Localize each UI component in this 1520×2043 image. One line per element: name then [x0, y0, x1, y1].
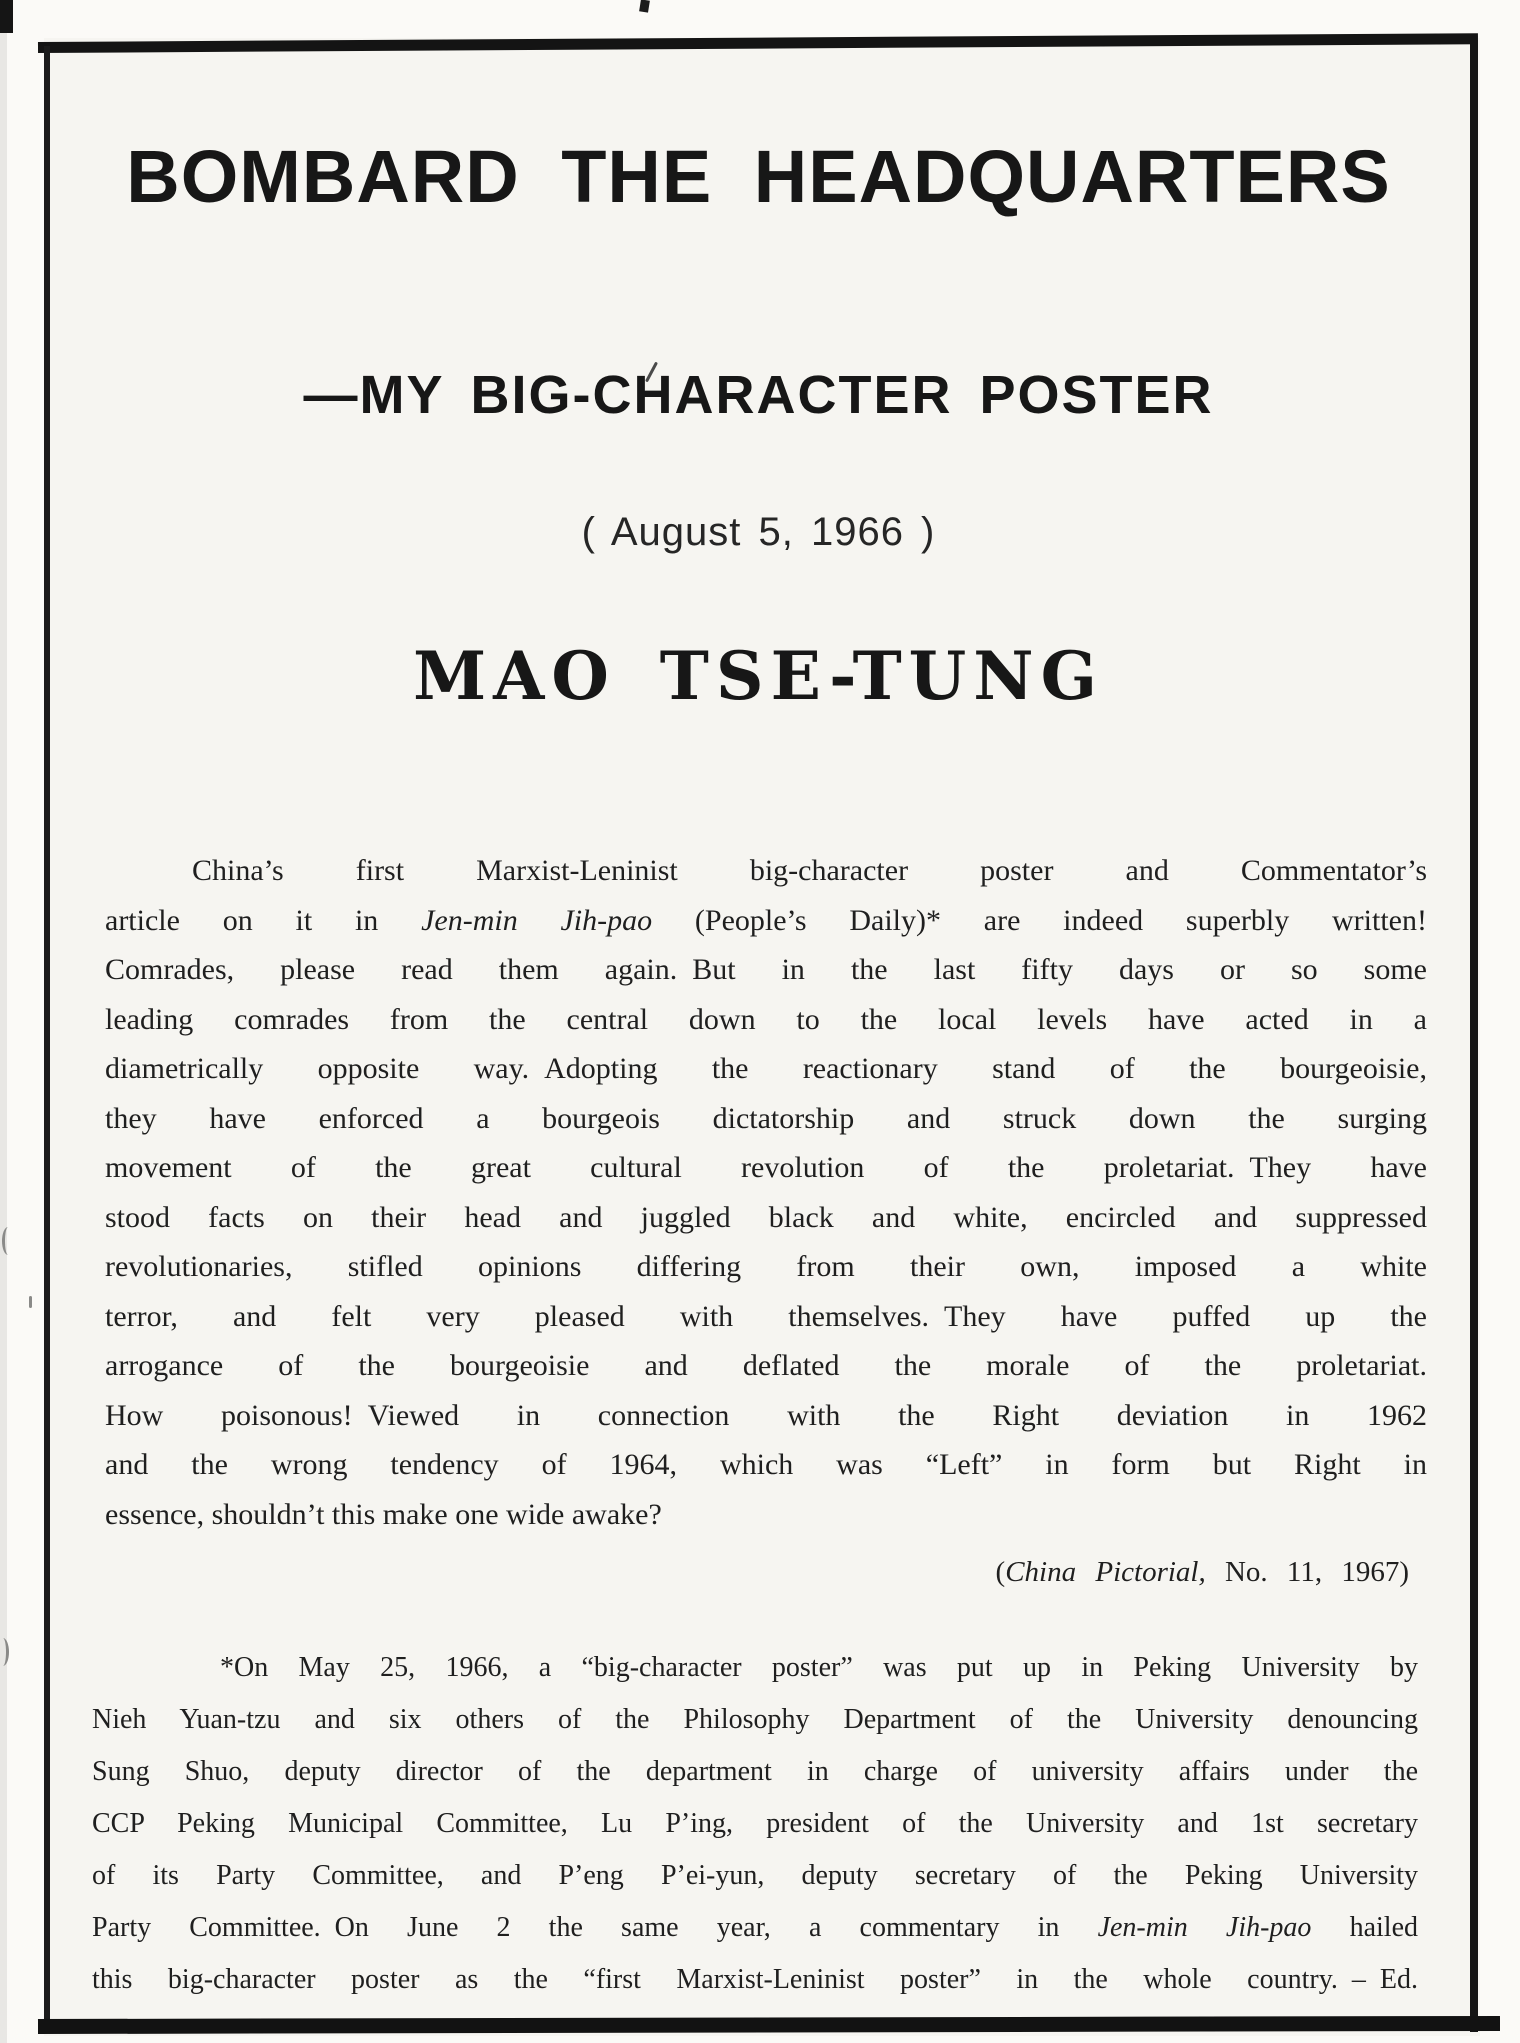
scan-artifact-apostrophe: [29, 1296, 32, 1308]
text-segment: revolutionaries, stifled opinions differing from their own, imposed a white: [105, 1250, 1427, 1283]
body-text-line: [105, 1292, 1427, 1342]
italic-text-segment: Jen-min Jih-pao: [421, 903, 653, 937]
body-text-line: [105, 1391, 1427, 1441]
paper-margin-bottom: [0, 2036, 1520, 2043]
text-segment: (: [995, 1556, 1006, 1588]
text-segment: this big-character poster as the “first Marxist-Leninist poster” in the whole country. – Ed.: [92, 1964, 1418, 1995]
italic-text-segment: China Pictorial,: [1005, 1556, 1206, 1588]
text-segment: Comrades, please read them again. But in the last fifty days or so some: [105, 953, 1427, 986]
text-segment: essence, shouldn’t this make one wide awake?: [105, 1497, 662, 1531]
footnote-text-line: [92, 1642, 1418, 1694]
text-segment: No. 11, 1967): [1205, 1556, 1409, 1588]
body-text-line: [105, 1490, 1427, 1540]
source-attribution: [105, 1556, 1427, 1589]
text-segment: of its Party Committee, and P’eng P’ei-yun, deputy secretary of the Peking University: [92, 1860, 1418, 1891]
frame-border-bottom: [38, 2016, 1500, 2034]
document-title: BOMBARD THE HEADQUARTERS: [126, 135, 1391, 218]
footnote-text-line: [92, 1694, 1418, 1746]
date-line: ( August 5, 1966 ): [581, 510, 936, 554]
text-segment: movement of the great cultural revolution of the proletariat. They have: [105, 1151, 1427, 1184]
text-segment: Party Committee. On June 2 the same year, a commentary in: [92, 1912, 1098, 1943]
footnote-text-line: [92, 1902, 1418, 1954]
body-text-line: [105, 1044, 1427, 1094]
frame-border-right: [1470, 40, 1478, 2032]
text-segment: arrogance of the bourgeoisie and deflated the morale of the proletariat.: [105, 1349, 1427, 1382]
text-segment: and the wrong tendency of 1964, which was “Left” in form but Right in: [105, 1448, 1427, 1481]
body-text-line: [105, 1440, 1427, 1490]
text-segment: China’s first Marxist-Leninist big-character poster and Commentator’s: [192, 854, 1427, 887]
body-text-line: [105, 945, 1427, 995]
paper-margin-top: [0, 0, 1520, 38]
text-segment: *On May 25, 1966, a “big-character poster” was put up in Peking University by: [220, 1652, 1418, 1683]
text-segment: leading comrades from the central down to the local levels have acted in a: [105, 1002, 1427, 1036]
footnote-text-line: [92, 1850, 1418, 1902]
body-text-line: [105, 1242, 1427, 1292]
text-segment: Nieh Yuan-tzu and six others of the Philosophy Department of the University denouncing: [92, 1704, 1418, 1735]
footnote-text-line: [92, 1798, 1418, 1850]
body-text-line: [105, 846, 1427, 896]
text-segment: terror, and felt very pleased with themselves. They have puffed up the: [105, 1299, 1427, 1333]
text-segment: diametrically opposite way. Adopting the reactionary stand of the bourgeoisie,: [105, 1052, 1427, 1085]
frame-border-left: [44, 46, 50, 2032]
text-segment: (People’s Daily)* are indeed superbly written!: [652, 903, 1427, 937]
text-segment: How poisonous! Viewed in connection with the Right deviation in 1962: [105, 1398, 1427, 1432]
text-segment: CCP Peking Municipal Committee, Lu P’ing, president of the University and 1st secretary: [92, 1808, 1418, 1839]
text-segment: article on it in: [105, 903, 422, 937]
text-segment: stood facts on their head and juggled black and white, encircled and suppressed: [105, 1200, 1427, 1234]
body-text-line: [105, 1143, 1427, 1193]
body-text-line: [105, 1341, 1427, 1391]
scan-artifact-corner: [0, 0, 13, 33]
body-text-line: [105, 896, 1427, 946]
italic-text-segment: Jen-min Jih-pao: [1097, 1912, 1312, 1943]
article-body: [105, 846, 1427, 1539]
editor-footnote: [92, 1642, 1418, 2006]
paper-margin-right: [1480, 0, 1520, 2043]
scan-artifact-tick: [639, 0, 650, 13]
body-text-line: [105, 1094, 1427, 1144]
text-segment: Sung Shuo, deputy director of the department in charge of university affairs under the: [92, 1756, 1418, 1787]
body-text-line: [105, 1193, 1427, 1243]
footnote-text-line: [92, 1746, 1418, 1798]
footnote-text-line: [92, 1954, 1418, 2006]
author-name: MAO TSE-TUNG: [413, 637, 1104, 715]
scan-edge-shadow: [0, 0, 7, 2043]
body-text-line: [105, 995, 1427, 1045]
document-subtitle: —MY BIG-CHARACTER POSTER: [303, 365, 1214, 425]
scan-artifact-paren-left: [2, 1227, 14, 1255]
text-segment: they have enforced a bourgeois dictatorship and struck down the surging: [105, 1101, 1427, 1135]
text-segment: hailed: [1311, 1912, 1419, 1943]
